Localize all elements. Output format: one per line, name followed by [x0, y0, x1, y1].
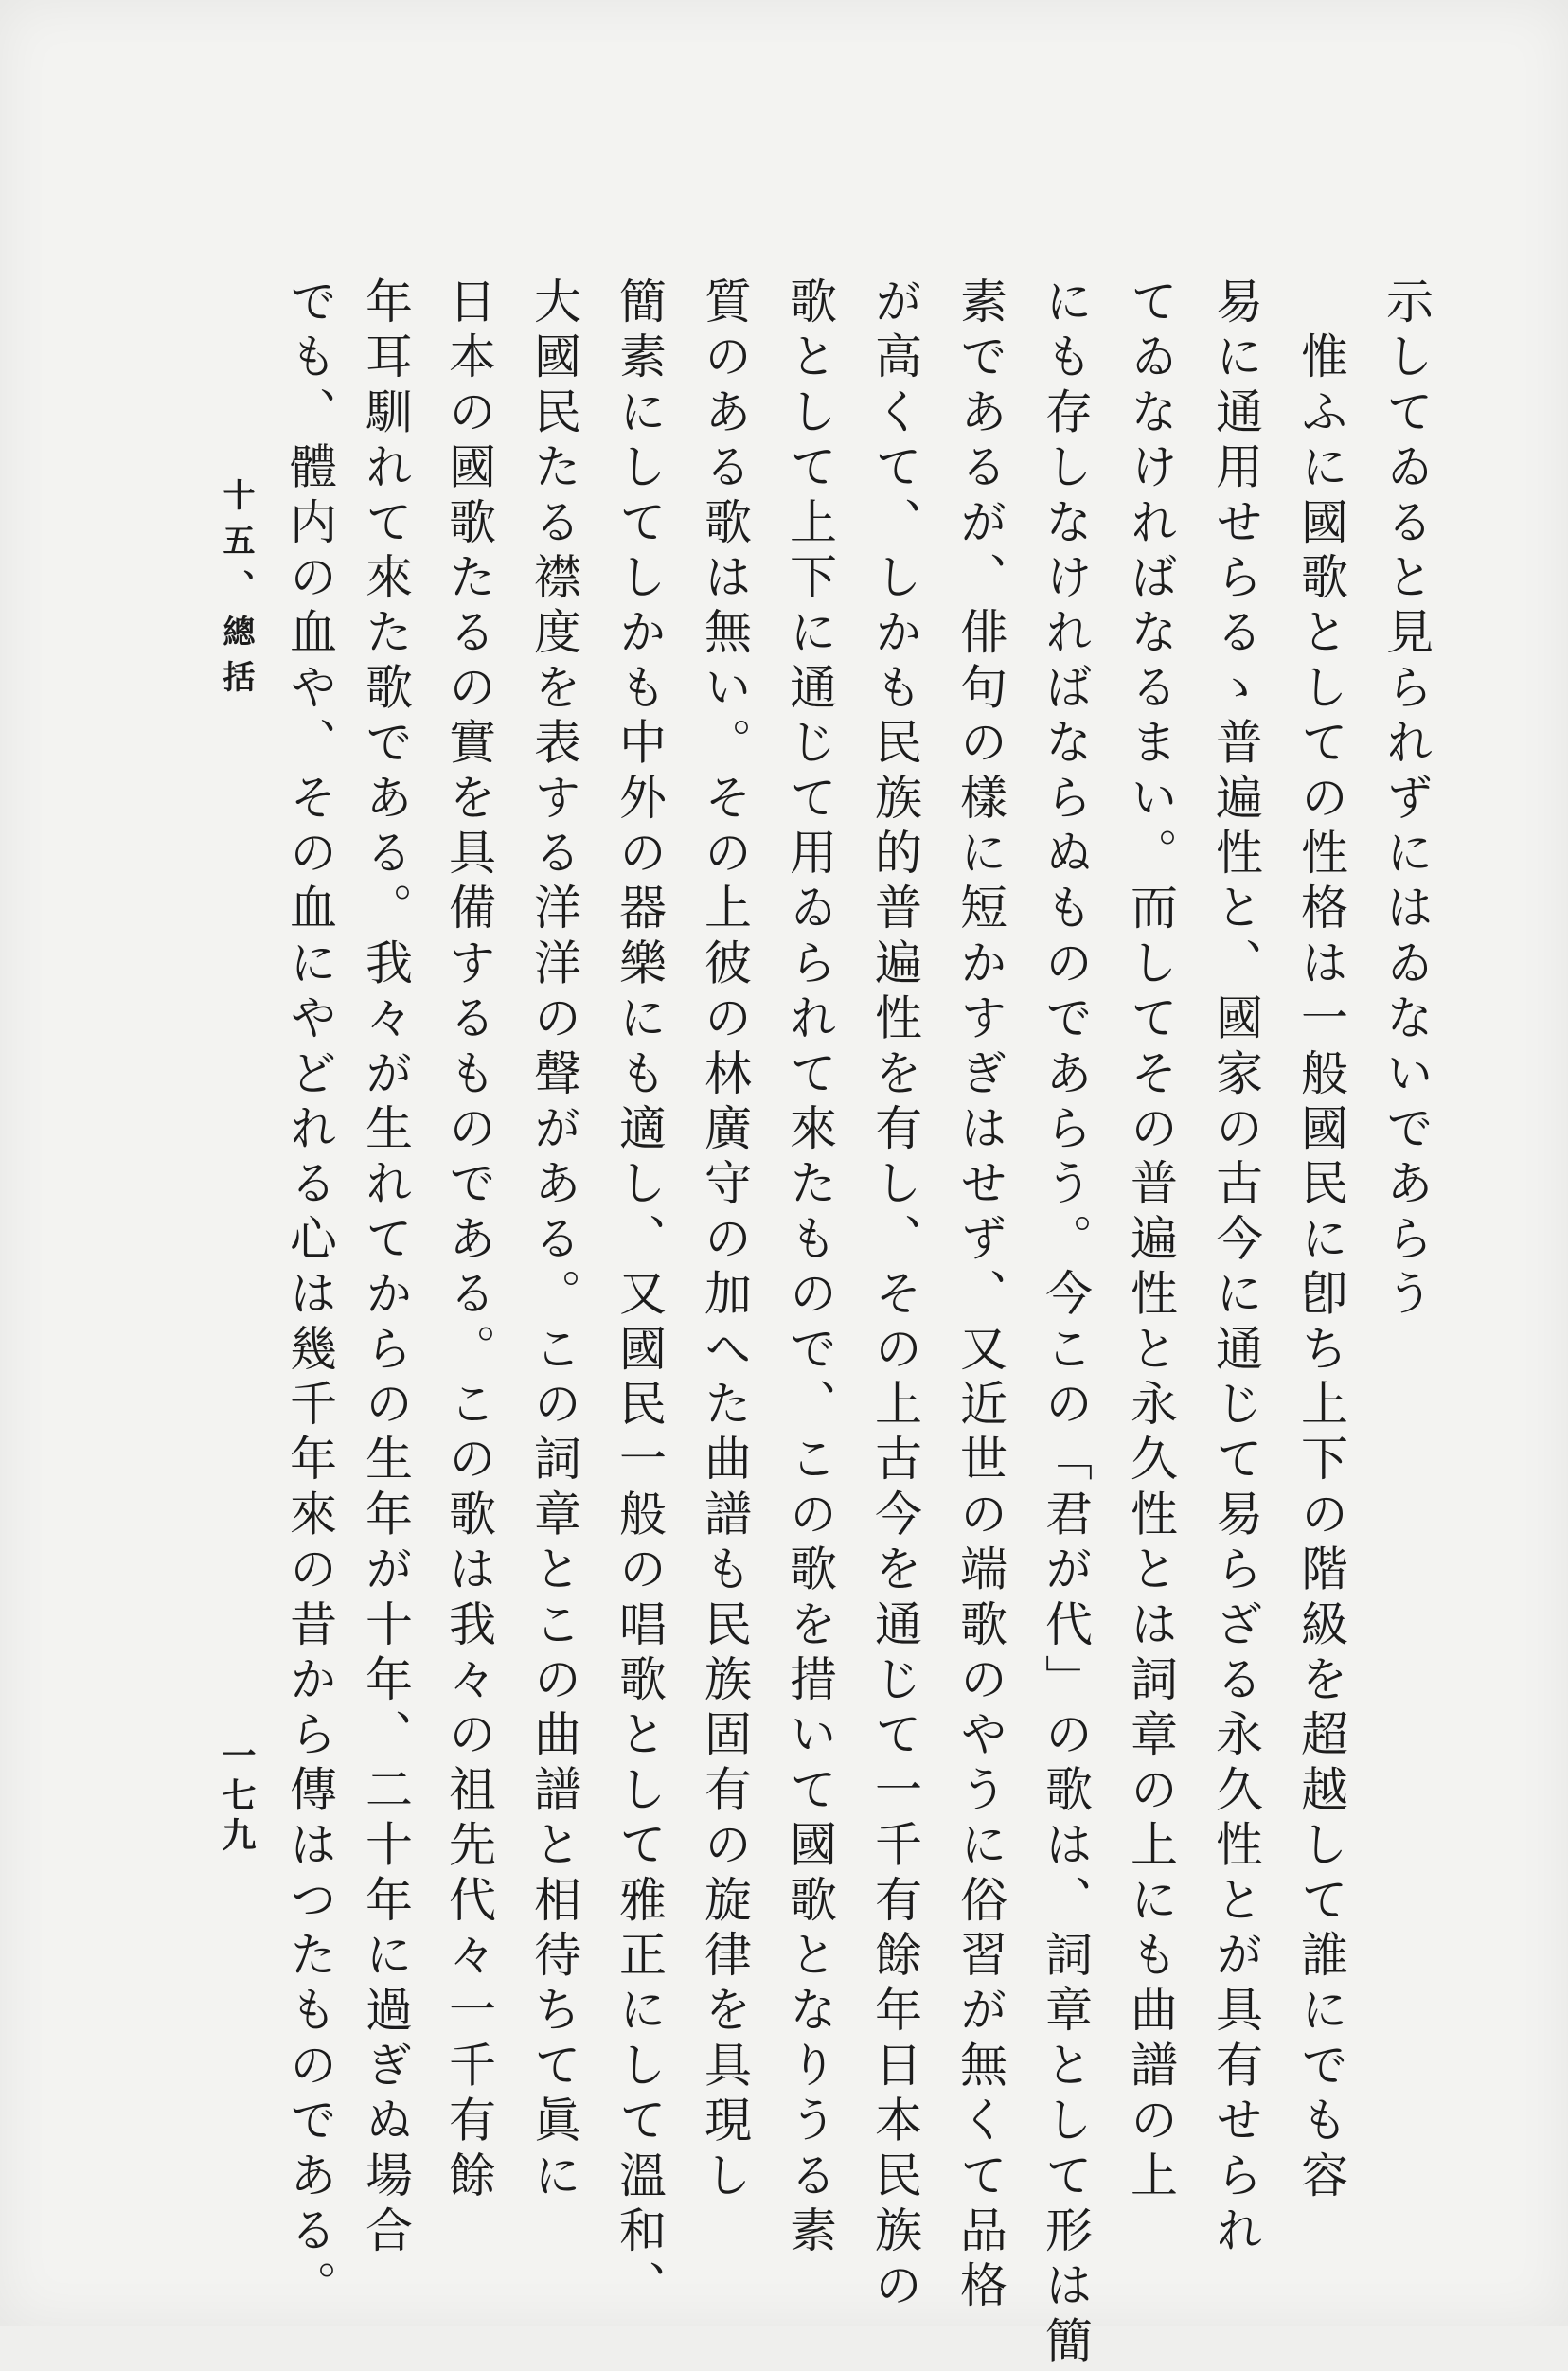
text-line-1: 示してゐると見られずにはゐないであらう — [1379, 276, 1434, 1324]
text-line-6: 素であるが、俳句の樣に短かすぎはせず、又近世の端歌のやうに俗習が無くて品格 — [953, 276, 1007, 2316]
text-line-13: 年耳馴れて來た歌である。我々が生れてからの生年が十年、二十年に過ぎぬ場合 — [358, 276, 413, 2261]
page-number: 一七九 — [217, 1738, 257, 1857]
text-line-7: が高くて、しかも民族的普遍性を有し、その上古今を通じて一千有餘年日本民族の — [867, 276, 922, 2316]
text-line-11: 大國民たる襟度を表する洋洋の聲がある。この詞章とこの曲譜と相待ちて眞に — [526, 276, 581, 2205]
text-line-8: 歌として上下に通じて用ゐられて來たもので、この歌を措いて國歌となりうる素 — [782, 276, 837, 2261]
text-line-4: てゐなければなるまい。而してその普遍性と永久性とは詞章の上にも曲譜の上 — [1123, 276, 1178, 2205]
text-line-9: 質のある歌は無い。その上彼の林廣守の加へた曲譜も民族固有の旋律を具現し — [697, 276, 752, 2205]
text-line-10: 簡素にしてしかも中外の器樂にも適し、又國民一般の唱歌として雅正にして溫和、 — [612, 276, 667, 2316]
text-line-3: 易に通用せらるゝ普遍性と、國家の古今に通じて易らざる永久性とが具有せられ — [1208, 276, 1263, 2261]
text-line-12: 日本の國歌たるの實を具備するものである。この歌は我々の祖先代々一千有餘 — [441, 276, 496, 2205]
text-line-14: でも、體内の血や、その血にやどれる心は幾千年來の昔から傳はつたものである。 — [282, 276, 337, 2316]
text-line-2: 惟ふに國歌としての性格は一般國民に卽ち上下の階級を超越して誰にでも容 — [1293, 276, 1348, 2205]
text-line-5: にも存しなければならぬものであらう。今この「君が代」の歌は、詞章として形は簡 — [1038, 276, 1093, 2371]
running-head: 十五、總括 — [217, 478, 255, 705]
